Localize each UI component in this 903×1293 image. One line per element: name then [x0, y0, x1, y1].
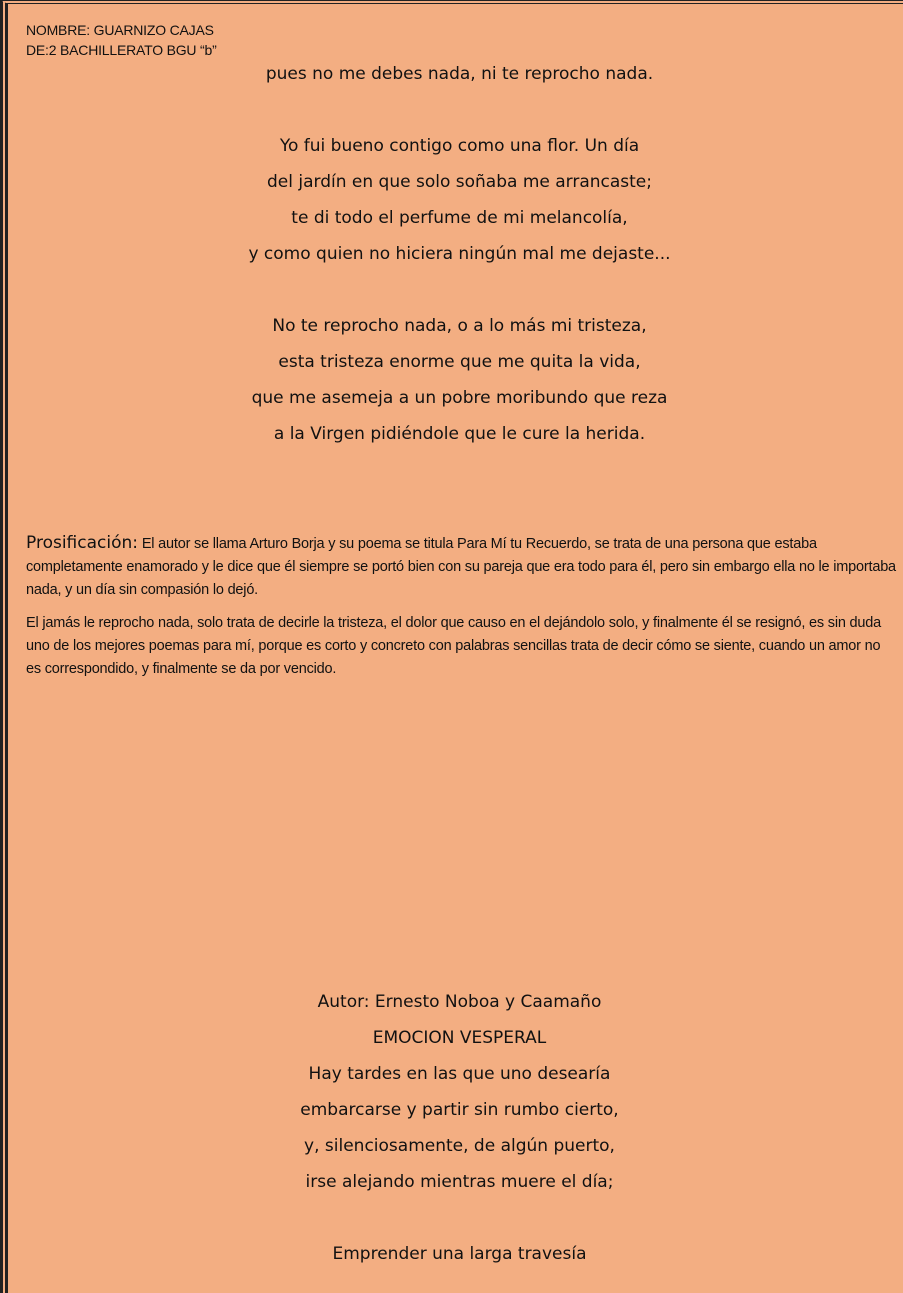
poem-line: del jardín en que solo soñaba me arrancaste;: [267, 172, 652, 192]
poem-line: Emprender una larga travesía: [332, 1244, 587, 1264]
prosification-text: El autor se llama Arturo Borja y su poema se titula Para Mí tu Recuerdo, se trata de una persona que estaba completamente enamorado y le dice que él siempre se portó bien con su pareja que era todo para él, pero sin embargo ella no le importaba nada, y un día sin compasión lo dejó.: [26, 536, 896, 598]
poem-line: Yo fui bueno contigo como una flor. Un día: [279, 136, 640, 156]
poem-line: irse alejando mientras muere el día;: [305, 1172, 614, 1192]
poem-line: esta tristeza enorme que me quita la vida,: [278, 352, 641, 372]
prosification-paragraph-1: [26, 532, 898, 602]
prosification-paragraph-2: El jamás le reprocho nada, solo trata de decirle la tristeza, el dolor que causo en el dejándolo solo, y finalmente él se resignó, es sin duda uno de los mejores poemas para mí, porque es corto y concreto con palabras sencillas trata de decir cómo se siente, cuando un amor no es correspondido, y finalmente se da por vencido.: [26, 615, 882, 677]
poem-line: No te reprocho nada, o a lo más mi tristeza,: [272, 316, 647, 336]
student-header: [26, 20, 217, 60]
poem-author: Autor: Ernesto Noboa y Caamaño: [317, 992, 602, 1012]
poem-line: que me asemeja a un pobre moribundo que reza: [251, 388, 668, 408]
student-name: NOMBRE: GUARNIZO CAJAS: [26, 22, 214, 38]
poem-line: a la Virgen pidiéndole que le cure la herida.: [273, 424, 646, 444]
poem-title: EMOCION VESPERAL: [372, 1028, 547, 1048]
poem-line: Hay tardes en las que uno desearía: [308, 1064, 611, 1084]
poem-line: embarcarse y partir sin rumbo cierto,: [300, 1100, 619, 1120]
poem-line: y como quien no hiciera ningún mal me dejaste...: [248, 244, 671, 264]
poem-line: y, silenciosamente, de algún puerto,: [304, 1136, 615, 1156]
poem-emocion-vesperal: [8, 984, 903, 1272]
prosification-heading: Prosificación:: [26, 533, 138, 553]
poem-para-mi-tu-recuerdo: [8, 56, 903, 452]
prosification-section: [26, 532, 898, 691]
student-course: DE:2 BACHILLERATO BGU “b”: [26, 42, 217, 58]
poem-line: pues no me debes nada, ni te reprocho nada.: [265, 64, 654, 84]
poem-line: te di todo el perfume de mi melancolía,: [291, 208, 628, 228]
